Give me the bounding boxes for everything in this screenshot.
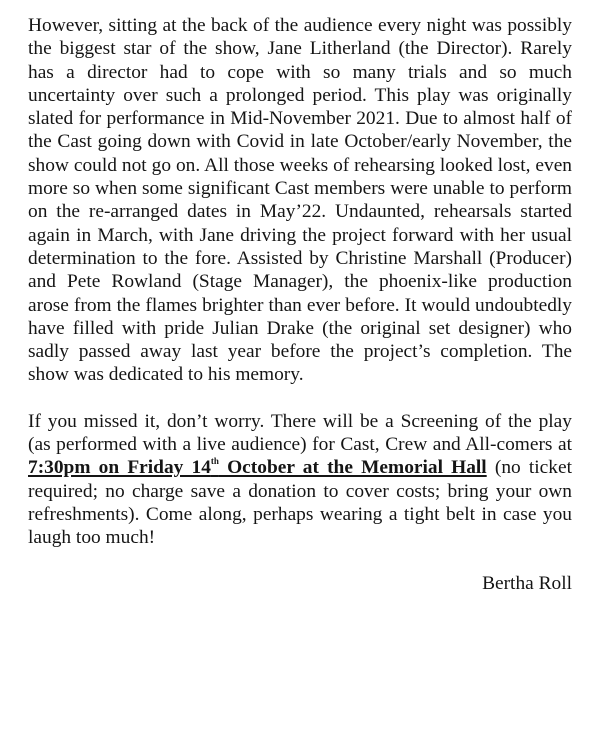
date-ordinal-suffix: th xyxy=(210,456,219,467)
screening-date-venue xyxy=(28,457,487,478)
screening-intro-text: If you missed it, don’t worry. There will be a Screening of the play (as performed with a live audience) for Cast, Crew and All-comers at xyxy=(28,410,572,456)
article-page xyxy=(28,14,572,595)
paragraph-screening-announcement xyxy=(28,410,572,550)
paragraph-director-tribute: However, sitting at the back of the audience every night was possibly the biggest star of the show, Jane Litherland (the Director). Rarely has a director had to cope with so many trials and so much uncertainty over such a prolonged period. This play was originally slated for performance in Mid-November 2021. Due to almost half of the Cast going down with Covid in late October/early November, the show could not go on. All those weeks of rehearsing looked lost, even more so when some significant Cast members were unable to perform on the re-arranged dates in May’22. Undaunted, rehearsals started again in March, with Jane driving the project forward with her usual determination to the fore. Assisted by Christine Marshall (Producer) and Pete Rowland (Stage Manager), the phoenix-like production arose from the flames brighter than ever before. It would undoubtedly have filled with pride Julian Drake (the original set designer) who sadly passed away last year before the project’s completion. The show was dedicated to his memory. xyxy=(28,15,572,386)
screening-details-text: (no ticket required; no charge save a donation to cover costs; bring your own refreshments). Come along, perhaps wearing a tight belt in case you laugh too much! xyxy=(28,457,572,549)
screening-month-venue: October at the Memorial Hall xyxy=(218,457,487,479)
screening-time-day: 7:30pm on Friday 14 xyxy=(28,457,211,479)
author-signature: Bertha Roll xyxy=(482,572,572,594)
